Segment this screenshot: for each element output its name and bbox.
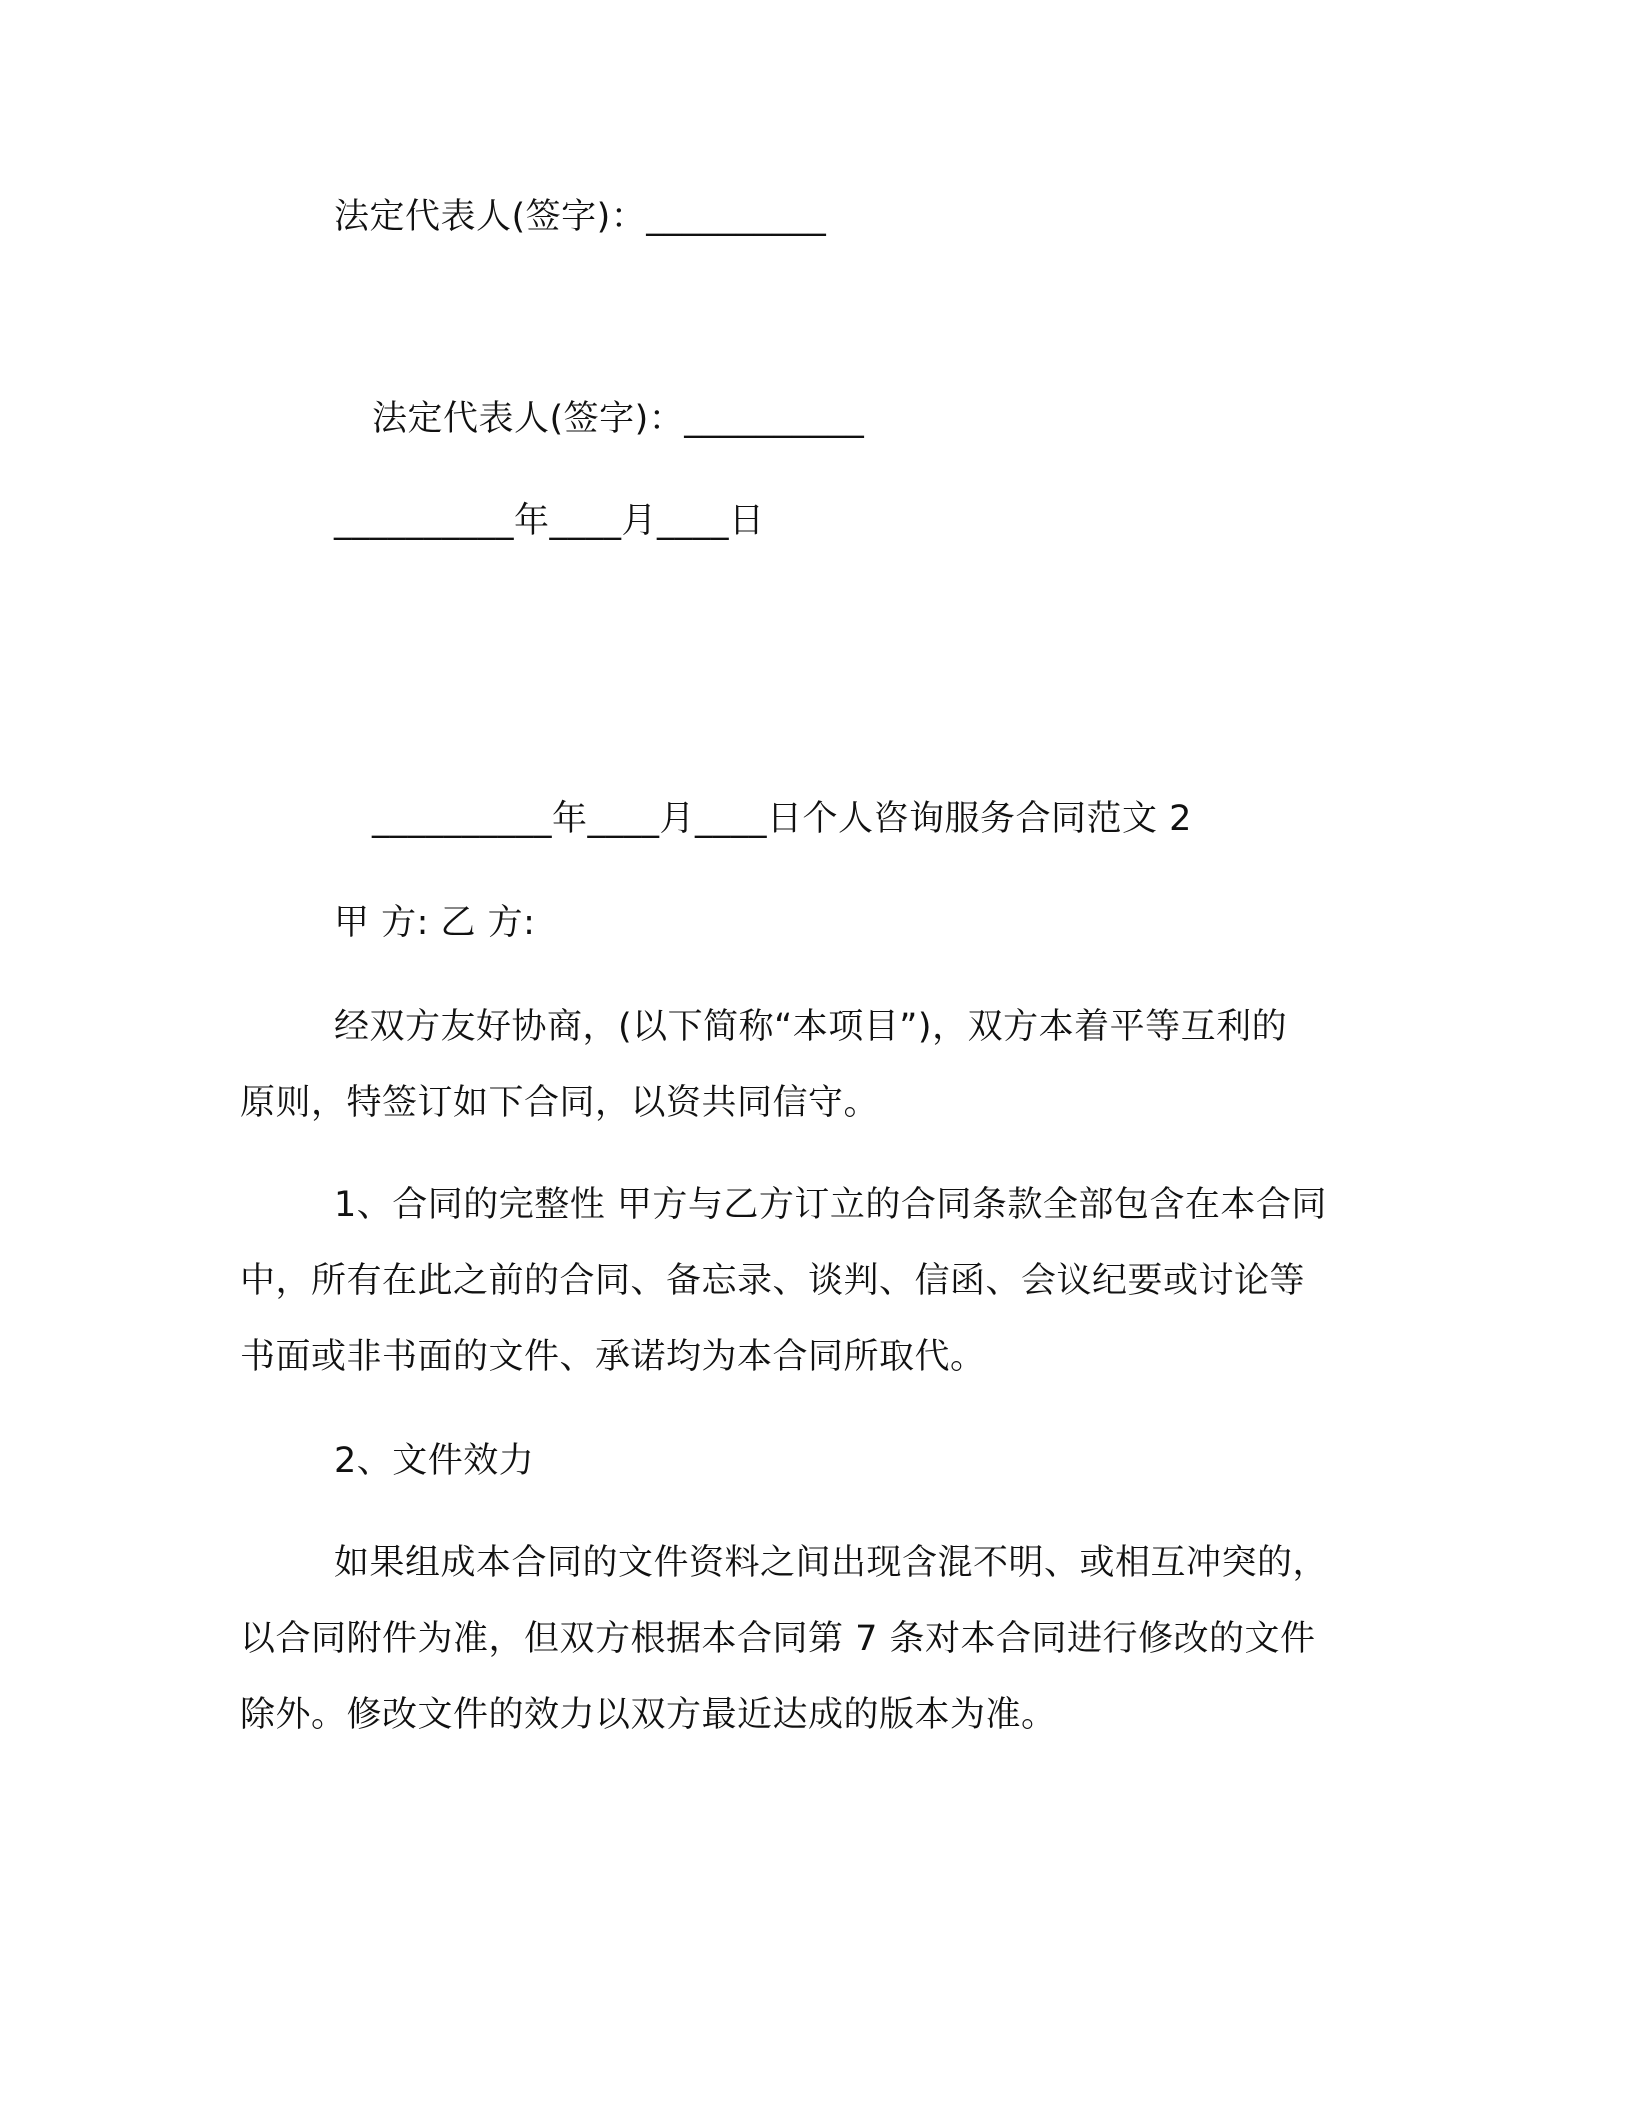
clause2-line-3: 除外。修改文件的效力以双方最近达成的版本为准。 xyxy=(240,1695,1057,1735)
clause2-line-1: 如果组成本合同的文件资料之间出现含混不明、或相互冲突的， xyxy=(334,1543,1329,1583)
clause1-line-1: 1、合同的完整性 甲方与乙方订立的合同条款全部包含在本合同 xyxy=(334,1185,1327,1225)
contract-title: __________年____月____日个人咨询服务合同范文 2 xyxy=(372,799,1192,839)
legal-rep-signature-line-1: 法定代表人(签字)：__________ xyxy=(334,197,827,237)
intro-paragraph-line-1: 经双方友好协商，(以下简称“本项目”)，双方本着平等互利的 xyxy=(334,1007,1288,1047)
parties-line: 甲 方: 乙 方: xyxy=(334,903,536,943)
clause2-heading: 2、文件效力 xyxy=(334,1441,535,1481)
clause1-line-3: 书面或非书面的文件、承诺均为本合同所取代。 xyxy=(240,1337,986,1377)
clause1-line-2: 中，所有在此之前的合同、备忘录、谈判、信函、会议纪要或讨论等 xyxy=(240,1261,1306,1301)
signature-date-line: __________年____月____日 xyxy=(334,501,765,541)
intro-paragraph-line-2: 原则，特签订如下合同，以资共同信守。 xyxy=(240,1083,880,1123)
clause2-line-2: 以合同附件为准，但双方根据本合同第 7 条对本合同进行修改的文件 xyxy=(240,1619,1316,1659)
legal-rep-signature-line-2: 法定代表人(签字)：__________ xyxy=(372,399,865,439)
